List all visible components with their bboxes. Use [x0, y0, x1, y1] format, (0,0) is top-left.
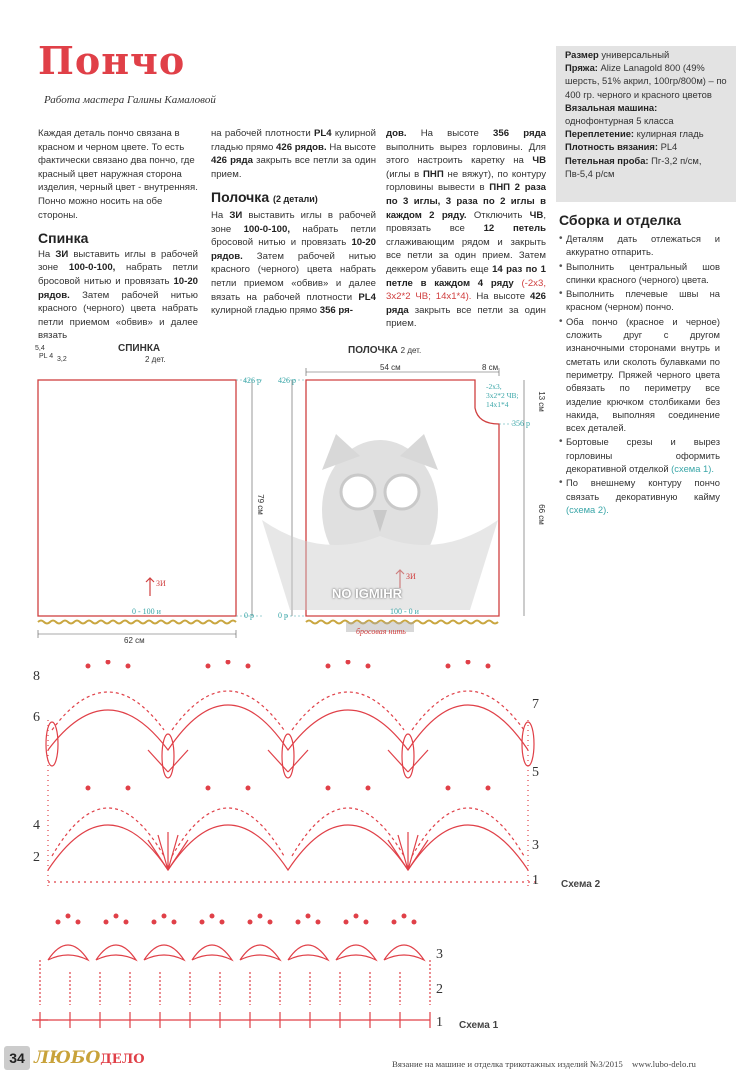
- row-number: 3: [436, 947, 443, 962]
- neck-height-label: 13 см: [536, 391, 546, 412]
- author-credit: Работа мастера Галины Камаловой: [44, 94, 216, 106]
- zi-label-polochka: ЗИ: [406, 572, 416, 581]
- spinka-waste-yarn: [38, 621, 236, 624]
- list-item: • Деталям дать отлежаться и аккуратно отпарить.: [560, 232, 720, 259]
- scheme-1-label: Схема 1: [459, 1020, 499, 1031]
- row-number: 4: [33, 818, 40, 833]
- spec-sample: Петельная проба: Пг-3,2 п/см, Пв-5,4 р/см: [565, 154, 702, 179]
- list-item: • Бортовые срезы и вырез горловины оформить декоративной отделкой (схема 1).: [560, 435, 720, 475]
- row-number: 8: [33, 669, 40, 684]
- text-column-2: [211, 127, 376, 318]
- spec-yarn: Пряжа: Alize Lanagold 800 (49% шерсть, 51% акрил, 100гр/800м) – по 400 гр. черного и красного цветов: [565, 62, 727, 100]
- spec-size: Размер универсальный: [565, 49, 670, 60]
- spec-weave: Переплетение: кулирная гладь: [565, 128, 704, 140]
- owl-watermark-icon: [262, 434, 498, 632]
- polochka-label: ПОЛОЧКА 2 дет.: [348, 345, 422, 356]
- pattern-diagram: [0, 360, 560, 650]
- assembly-heading: Сборка и отделка: [559, 212, 682, 228]
- spinka-height-label: 79 см: [255, 494, 265, 515]
- spinka-heading: Спинка: [38, 230, 89, 247]
- spinka-width-label: 62 см: [124, 636, 145, 645]
- rows-0-polochka: 0 р: [278, 611, 288, 620]
- crochet-charts: [28, 660, 558, 1040]
- row-number: 1: [532, 873, 539, 888]
- text-column-1: [38, 127, 198, 343]
- spec-density: Плотность вязания: PL4: [565, 141, 678, 153]
- rows-426-polochka: 426 р: [278, 376, 296, 385]
- polochka-heading: Полочка (2 детали): [211, 189, 318, 206]
- magazine-url[interactable]: www.lubo-delo.ru: [632, 1059, 696, 1069]
- zi-label-spinka: ЗИ: [156, 579, 166, 588]
- spinka-continued: на рабочей плотности PL4 кулирной гладью прямо 426 рядов. На высоте 426 ряда закрыть все петли за один прием.: [211, 128, 377, 180]
- scheme-1-ref: (схема 1).: [671, 463, 714, 475]
- list-item: • Выполнить плечевые швы на красном (черном) пончо.: [560, 287, 720, 314]
- density-marker: 5,4 PL 4 3,2: [35, 345, 67, 363]
- polochka-width-label: 54 см: [380, 363, 401, 372]
- arrow-up-icon: [146, 578, 154, 596]
- assembly-list: [560, 232, 720, 517]
- neck-width-label: 8 см: [482, 363, 499, 372]
- scheme-2-dots: [86, 660, 491, 791]
- row-number: 5: [532, 765, 539, 780]
- row-number: 6: [33, 710, 40, 725]
- neck-shaping-note: -2х3, 3х2*2 ЧВ; 14х1*4: [486, 382, 519, 409]
- neckline-paragraph: дов. На высоте 356 ряда выполнить вырез горловины. Для этого настроить каретку на ЧВ (иглы в ПНП не вяжут), по контуру горловины вывести в ПНП 2 раза по 3 иглы, 3 раза по 2 иглы в каждом 2 ряду. Отключить ЧВ, провязать все 12 петель сглаживающим рядом и закрыть все петли за один прием. Затем деккером убавить еще 14 раз по 1 петле в каждом 4 ряду (-2х3, 3х2*2 ЧВ; 14х1*4). На высоте 426 ряда закрыть все петли за один прием.: [386, 128, 546, 330]
- intro-paragraph: Каждая деталь пончо связана в красном и черном цвете. То есть фактически связано два пончо, где красный цвет наружная сторона изделия, черный цвет - внутренняя. Пончо можно носить на обе стороны.: [38, 128, 198, 221]
- list-item: • Выполнить центральный шов спинки красного (черного) цвета.: [560, 260, 720, 287]
- row-number: 1: [436, 1015, 443, 1030]
- specs-box: [556, 46, 736, 202]
- watermark-text: NO IGMIHR: [332, 586, 403, 601]
- row-number: 7: [532, 697, 539, 712]
- row-number: 2: [33, 850, 40, 865]
- scheme-2-label: Схема 2: [561, 879, 601, 890]
- magazine-logo: ЛЮБОДЕЛО: [34, 1048, 145, 1068]
- rows-0-spinka: 0 р: [244, 611, 254, 620]
- spinka-label: СПИНКА: [118, 343, 161, 354]
- scheme-1-dots: [56, 914, 417, 925]
- page-title: Пончо: [38, 38, 186, 83]
- spinka-count: 2 дет.: [145, 355, 166, 364]
- page-number: 34: [4, 1046, 30, 1070]
- scheme-2-ref: (схема 2).: [566, 503, 609, 515]
- needles-polochka: 100 - 0 и: [390, 607, 419, 616]
- spinka-paragraph: На ЗИ выставить иглы в рабочей зоне 100-0-100, набрать петли бросовой нитью и провязать 10-20 рядов. Затем рабочей нитью красного (черного) цвета набрать петли приемом «обвив» и далее вязать: [38, 248, 198, 342]
- magazine-title: Вязание на машине и отделка трикотажных изделий №3/2015: [392, 1059, 623, 1069]
- rows-356: 356 р: [512, 419, 530, 428]
- polochka-height-label: 66 см: [536, 504, 546, 525]
- row-number: 2: [436, 982, 443, 997]
- spinka-outline: [38, 380, 236, 616]
- row-number: 3: [532, 838, 539, 853]
- text-column-3: [386, 127, 546, 331]
- waste-yarn-label: бросовая нить: [356, 627, 406, 636]
- rows-426-spinka: 426 р: [243, 376, 261, 385]
- spec-machine: Вязальная машина: однофонтурная 5 класса: [565, 101, 674, 127]
- polochka-paragraph: На ЗИ выставить иглы в рабочей зоне 100-0-100, набрать петли бросовой нитью и провязать 10-20 рядов. Затем рабочей нитью красного (черного) цвета набрать петли приемом «обвив» и далее вязать на рабочей плотности PL4 кулирной гладью прямо 356 ря-: [211, 209, 376, 317]
- scheme-1-chart: [32, 945, 430, 1028]
- scheme-2-chart: [46, 691, 538, 890]
- needles-spinka: 0 - 100 и: [132, 607, 161, 616]
- list-item: • По внешнему контуру пончо связать декоративную кайму (схема 2).: [560, 476, 720, 516]
- list-item: • Оба пончо (красное и черное) сложить друг с другом изнаночными сторонами внутрь и сметать или сколоть булавками по периметру. Пряжей черного цвета обвязать по периметру все изделие крючком столбиками без накида, выполняя соединение всех деталей.: [560, 315, 720, 435]
